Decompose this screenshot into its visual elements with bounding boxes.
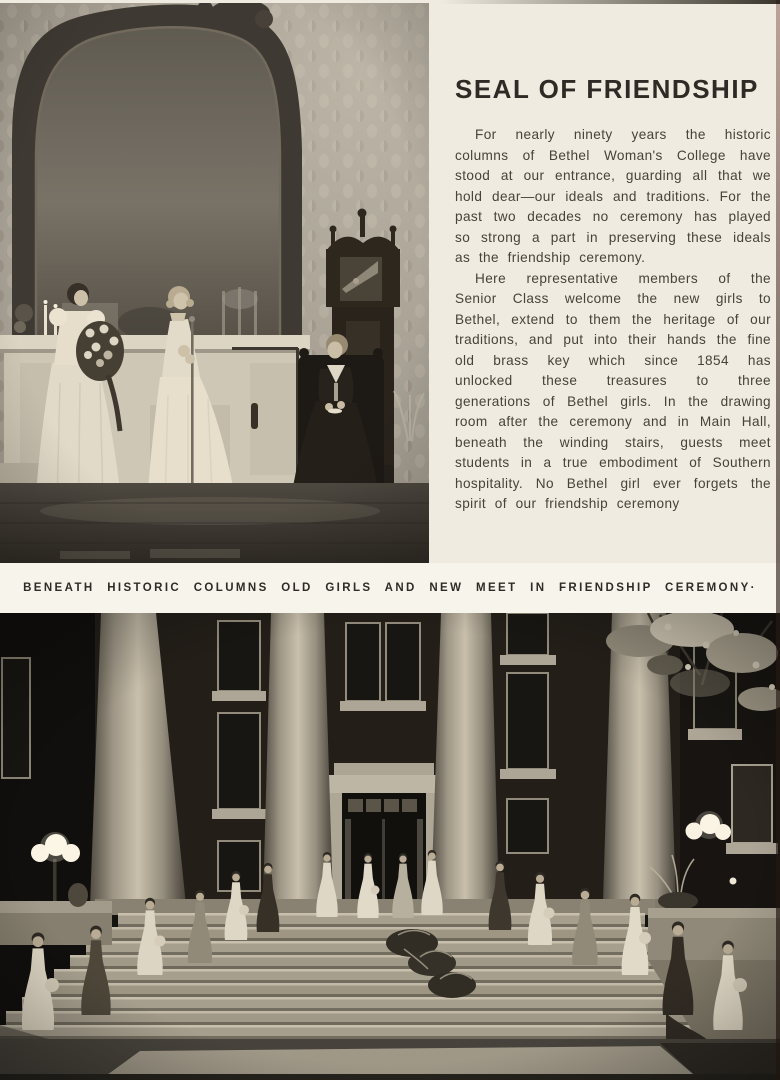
scan-edge-top: [440, 0, 780, 4]
caption-band: [0, 563, 780, 613]
photo-caption: BENEATH HISTORIC COLUMNS OLD GIRLS AND NEW MEET IN FRIENDSHIP CEREMONY·: [23, 582, 757, 594]
drawing-room-photo: [0, 3, 429, 563]
article-paragraph-2: Here representative members of the Senior Class welcome the new girls to Bethel, extend to them the heritage of our traditions, and put into their hands the fine old brass key which since 1854 has unlocked these treasures to three generations of Bethel girls. In the drawing room after the ceremony and in Main Hall, beneath the winding stairs, guests meet students in a true embodiment of Southern hospitality. No Bethel girl ever forgets the spirit of our friendship ceremony: [455, 270, 771, 511]
scan-edge-right: [776, 0, 780, 1080]
article: [455, 74, 771, 515]
columns-night-illustration: [0, 613, 780, 1080]
article-paragraph-1: For nearly ninety years the historic columns of Bethel Woman's College have stood at our entrance, guarding all that we hold dear—our ideals and traditions. For the past two decades no ceremony has played so strong a part in preserving these ideals as the friendship ceremony.: [455, 127, 771, 265]
columns-night-photo: [0, 613, 780, 1080]
page-title: SEAL OF FRIENDSHIP: [455, 74, 759, 104]
drawing-room-illustration: [0, 3, 429, 563]
